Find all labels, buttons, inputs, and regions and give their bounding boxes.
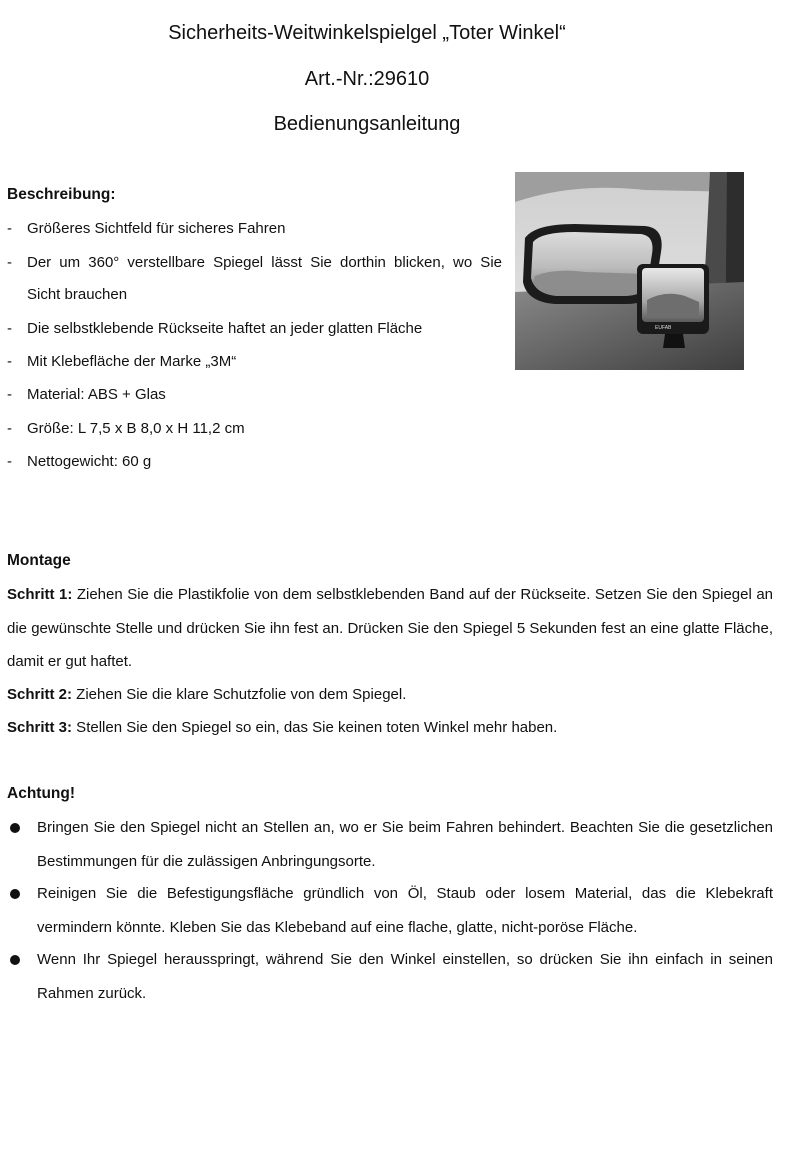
warning-item bbox=[7, 811, 773, 878]
document-title: Sicherheits-Weitwinkelspielgel „Toter Winkel“ bbox=[168, 22, 566, 44]
bullet-dot bbox=[10, 889, 20, 899]
dash: - bbox=[7, 320, 12, 337]
mounting-heading: Montage bbox=[7, 552, 71, 569]
description-item-text: Mit Klebefläche der Marke „3M“ bbox=[27, 353, 237, 370]
product-photo bbox=[515, 172, 744, 370]
article-number: Art.-Nr.:29610 bbox=[304, 68, 430, 90]
description-item bbox=[7, 253, 502, 273]
dash: - bbox=[7, 254, 12, 271]
mounting-step bbox=[7, 678, 773, 712]
description-item bbox=[7, 319, 422, 339]
description-item-continued: Sicht brauchen bbox=[27, 286, 128, 303]
mirror-mount bbox=[663, 334, 685, 348]
dash: - bbox=[7, 353, 12, 370]
step-text: Stellen Sie den Spiegel so ein, das Sie keinen toten Winkel mehr haben. bbox=[72, 719, 558, 736]
description-item bbox=[7, 452, 151, 472]
step-label: Schritt 3: bbox=[7, 719, 73, 736]
description-item-text: Größeres Sichtfeld für sicheres Fahren bbox=[27, 220, 286, 237]
description-item-text: Der um 360° verstellbare Spiegel lässt Sie dorthin blicken, wo Sie bbox=[27, 254, 502, 271]
description-item bbox=[7, 419, 245, 439]
warning-heading: Achtung! bbox=[7, 785, 76, 802]
document-subtitle: Bedienungsanleitung bbox=[273, 113, 461, 135]
bullet-dot bbox=[10, 823, 20, 833]
description-item-text: Die selbstklebende Rückseite haftet an jeder glatten Fläche bbox=[27, 320, 423, 337]
warning-item-text: Reinigen Sie die Befestigungsfläche gründlich von Öl, Staub oder losem Material, das die Klebekraft vermindern könnte. Kleben Sie das Klebeband auf eine flache, glatte, nicht-poröse Fläche. bbox=[37, 885, 773, 936]
step-label: Schritt 1: bbox=[7, 586, 73, 603]
warning-item-text: Bringen Sie den Spiegel nicht an Stellen an, wo er Sie beim Fahren behindert. Beachten Sie die gesetzlichen Bestimmungen für die zulässigen Anbringungsorte. bbox=[37, 819, 773, 870]
step-text: Ziehen Sie die klare Schutzfolie von dem Spiegel. bbox=[72, 686, 407, 703]
dash: - bbox=[7, 386, 12, 403]
mounting-step bbox=[7, 711, 773, 745]
warning-item bbox=[7, 943, 773, 1010]
mounting-step bbox=[7, 578, 773, 679]
description-item bbox=[7, 385, 166, 405]
dash: - bbox=[7, 453, 12, 470]
description-item bbox=[7, 352, 236, 372]
dash: - bbox=[7, 420, 12, 437]
step-text: Ziehen Sie die Plastikfolie von dem selbstklebenden Band auf der Rückseite. Setzen Sie den Spiegel an die gewünschte Stelle und drücken Sie ihn fest an. Drücken Sie den Spiegel 5 Sekunden fest an eine glatte Fläche, damit er gut haftet. bbox=[7, 586, 773, 670]
mirror-reflection-road bbox=[533, 271, 647, 296]
step-label: Schritt 2: bbox=[7, 686, 73, 703]
description-item-text: Nettogewicht: 60 g bbox=[27, 453, 152, 470]
warning-item-text: Wenn Ihr Spiegel herausspringt, während Sie den Winkel einstellen, so drücken Sie ihn einfach in seinen Rahmen zurück. bbox=[37, 951, 773, 1002]
bullet-dot bbox=[10, 955, 20, 965]
brand-mark: EUFAB bbox=[655, 325, 672, 331]
description-heading: Beschreibung: bbox=[7, 186, 116, 203]
description-item-text: Material: ABS + Glas bbox=[27, 386, 166, 403]
description-item-text: Größe: L 7,5 x B 8,0 x H 11,2 cm bbox=[27, 420, 245, 437]
warning-item bbox=[7, 877, 773, 944]
dash: - bbox=[7, 220, 12, 237]
description-item bbox=[7, 219, 285, 239]
